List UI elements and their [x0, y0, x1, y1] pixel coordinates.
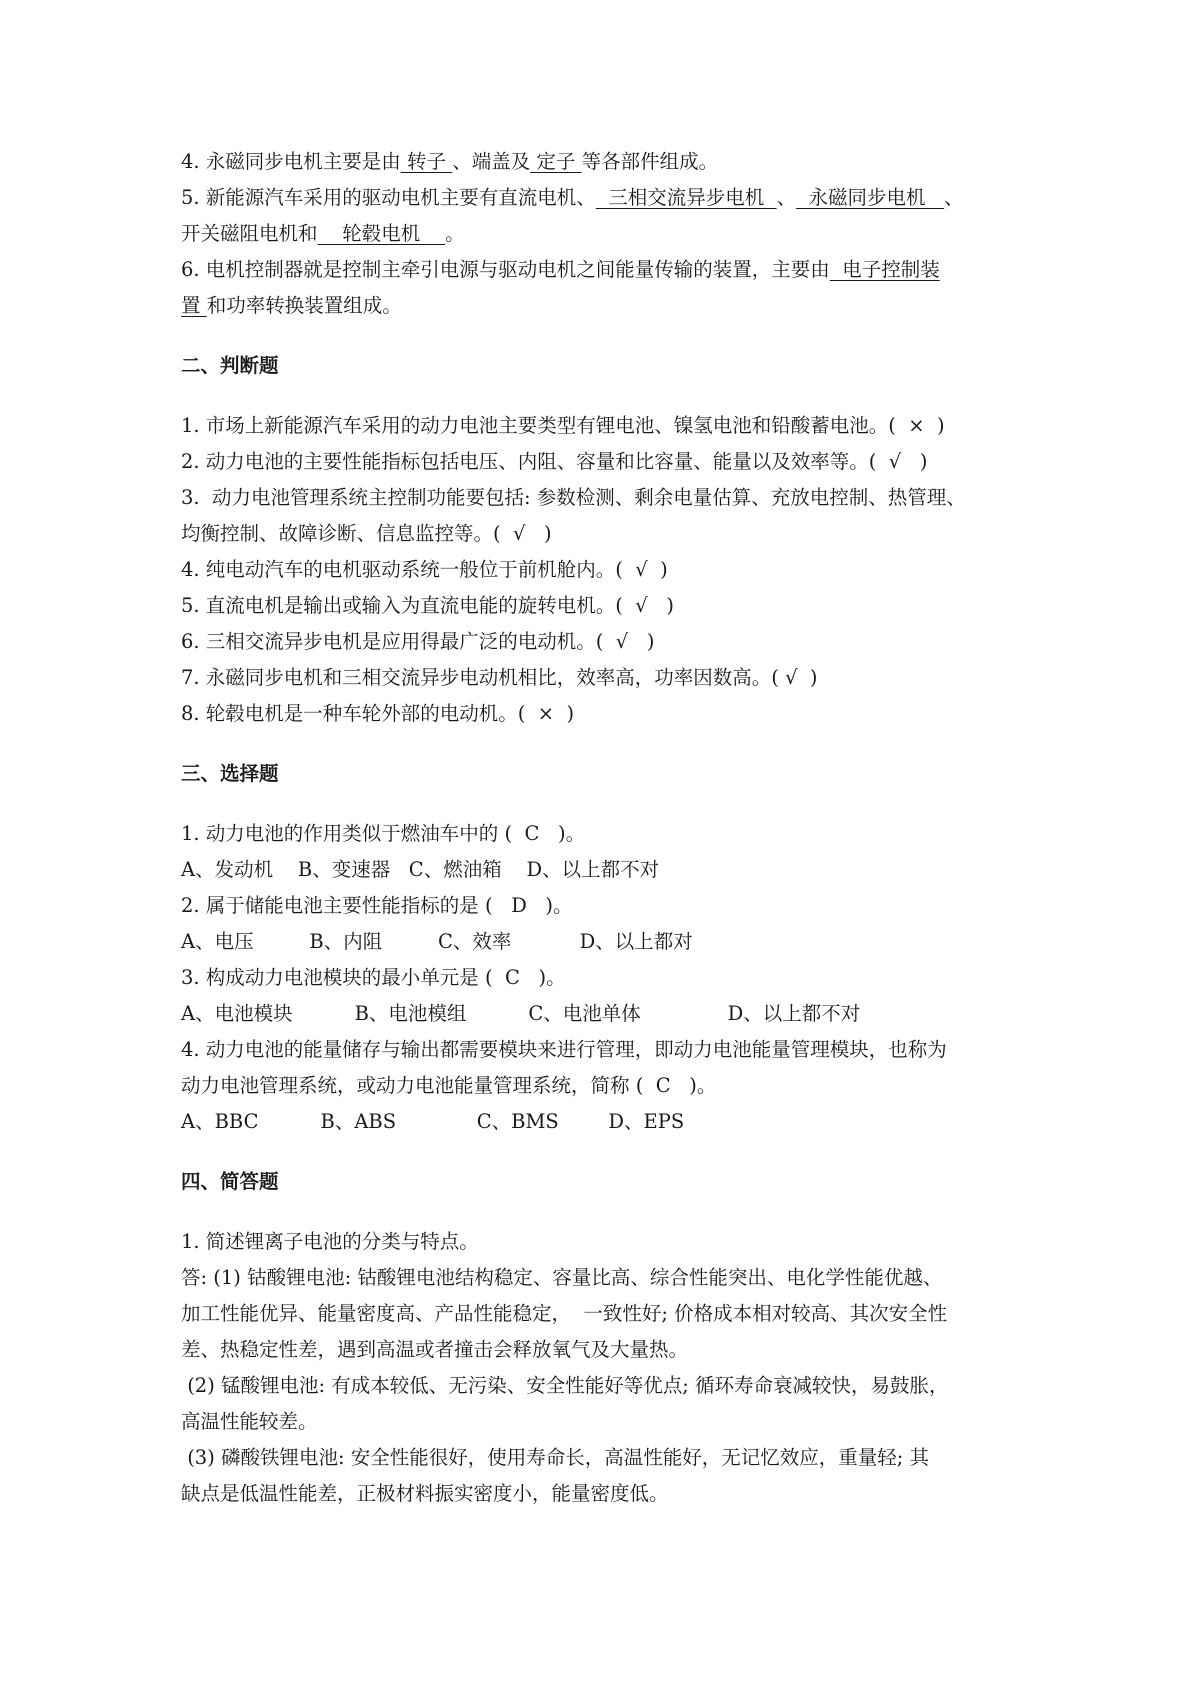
question-text: 和功率转换装置组成。: [206, 294, 402, 317]
question-text: 、: [944, 186, 964, 209]
choice-question-line: 2. 属于储能电池主要性能指标的是 ( D )。: [181, 894, 573, 917]
choice-question-line: 动力电池管理系统，或动力电池能量管理系统，简称 ( C )。: [181, 1074, 717, 1097]
section-title-short-answer: 四、简答题: [181, 1170, 279, 1193]
fill-question-4: [181, 144, 1021, 180]
choice-question-line: A、BBC B、ABS C、BMS D、EPS: [181, 1110, 685, 1133]
short-answer-line: 1. 简述锂离子电池的分类与特点。: [181, 1230, 479, 1253]
judge-list: [181, 408, 1021, 732]
answer-blank: 电子控制装: [829, 258, 940, 281]
answer-blank: 永磁同步电机: [796, 186, 945, 209]
choice-question-line: 3. 构成动力电池模块的最小单元是 ( C )。: [181, 966, 566, 989]
judge-question-line: 5. 直流电机是输出或输入为直流电能的旋转电机。( √ ): [181, 594, 674, 617]
choice-question-line: 1. 动力电池的作用类似于燃油车中的 ( C )。: [181, 822, 586, 845]
short-answer-list: [181, 1224, 1021, 1512]
question-text: 、: [776, 186, 797, 209]
answer-blank: 转子: [400, 150, 453, 173]
answer-blank: 定子: [530, 150, 582, 173]
fill-question-6: [181, 252, 1021, 288]
judge-question-line: 8. 轮毂电机是一种车轮外部的电动机。( × ): [181, 702, 575, 725]
question-text: 等各部件组成。: [581, 150, 719, 173]
judge-question-line: 3. 动力电池管理系统主控制功能要包括: 参数检测、剩余电量估算、充放电控制、热管理、: [181, 486, 966, 509]
short-answer-line: 差、热稳定性差，遇到高温或者撞击会释放氧气及大量热。: [181, 1338, 689, 1361]
choice-question-line: A、电池模块 B、电池模组 C、电池单体 D、以上都不对: [181, 1002, 861, 1025]
choice-question-line: A、发动机 B、变速器 C、燃油箱 D、以上都不对: [181, 858, 660, 881]
judge-question-line: 2. 动力电池的主要性能指标包括电压、内阻、容量和比容量、能量以及效率等。( √ ): [181, 450, 928, 473]
question-text: 。: [445, 222, 465, 245]
fill-question-5: [181, 180, 1021, 216]
choice-list: [181, 816, 1021, 1140]
judge-question-line: 1. 市场上新能源汽车采用的动力电池主要类型有锂电池、镍氢电池和铅酸蓄电池。( × ): [181, 414, 945, 437]
question-text: 4. 永磁同步电机主要是由: [181, 150, 401, 173]
judge-question-line: 6. 三相交流异步电机是应用得最广泛的电动机。( √ ): [181, 630, 655, 653]
short-answer-line: 答: (1) 钴酸锂电池: 钴酸锂电池结构稳定、容量比高、综合性能突出、电化学性能优越、: [181, 1266, 943, 1289]
choice-question-line: A、电压 B、内阻 C、效率 D、以上都对: [181, 930, 693, 953]
question-text: 开关磁阻电机和: [181, 222, 318, 245]
answer-blank: 三相交流异步电机: [595, 186, 777, 209]
question-text: 5. 新能源汽车采用的驱动电机主要有直流电机、: [181, 186, 596, 209]
judge-question-line: 4. 纯电动汽车的电机驱动系统一般位于前机舱内。( √ ): [181, 558, 668, 581]
short-answer-line: (3) 磷酸铁锂电池: 安全性能很好，使用寿命长，高温性能好，无记忆效应，重量轻; 其: [181, 1446, 930, 1469]
short-answer-line: 缺点是低温性能差，正极材料振实密度小，能量密度低。: [181, 1482, 669, 1505]
document-page: [181, 144, 1021, 1512]
answer-blank: 轮毂电机: [317, 222, 446, 245]
question-text: 、端盖及: [452, 150, 531, 173]
judge-question-line: 均衡控制、故障诊断、信息监控等。( √ ): [181, 522, 552, 545]
question-text: 6. 电机控制器就是控制主牵引电源与驱动电机之间能量传输的装置，主要由: [181, 258, 830, 281]
section-title-judge: 二、判断题: [181, 354, 279, 377]
choice-question-line: 4. 动力电池的能量储存与输出都需要模块来进行管理，即动力电池能量管理模块，也称为: [181, 1038, 947, 1061]
section-title-choice: 三、选择题: [181, 762, 279, 785]
short-answer-line: (2) 锰酸锂电池: 有成本较低、无污染、安全性能好等优点; 循环寿命衰减较快，易鼓胀，: [181, 1374, 949, 1397]
short-answer-line: 加工性能优异、能量密度高、产品性能稳定， 一致性好; 价格成本相对较高、其次安全性: [181, 1302, 948, 1325]
fill-question-6-cont: [181, 288, 1021, 324]
judge-question-line: 7. 永磁同步电机和三相交流异步电动机相比，效率高，功率因数高。( √ ): [181, 666, 818, 689]
fill-question-5-cont: [181, 216, 1021, 252]
answer-blank: 置: [181, 294, 207, 317]
short-answer-line: 高温性能较差。: [181, 1410, 318, 1433]
